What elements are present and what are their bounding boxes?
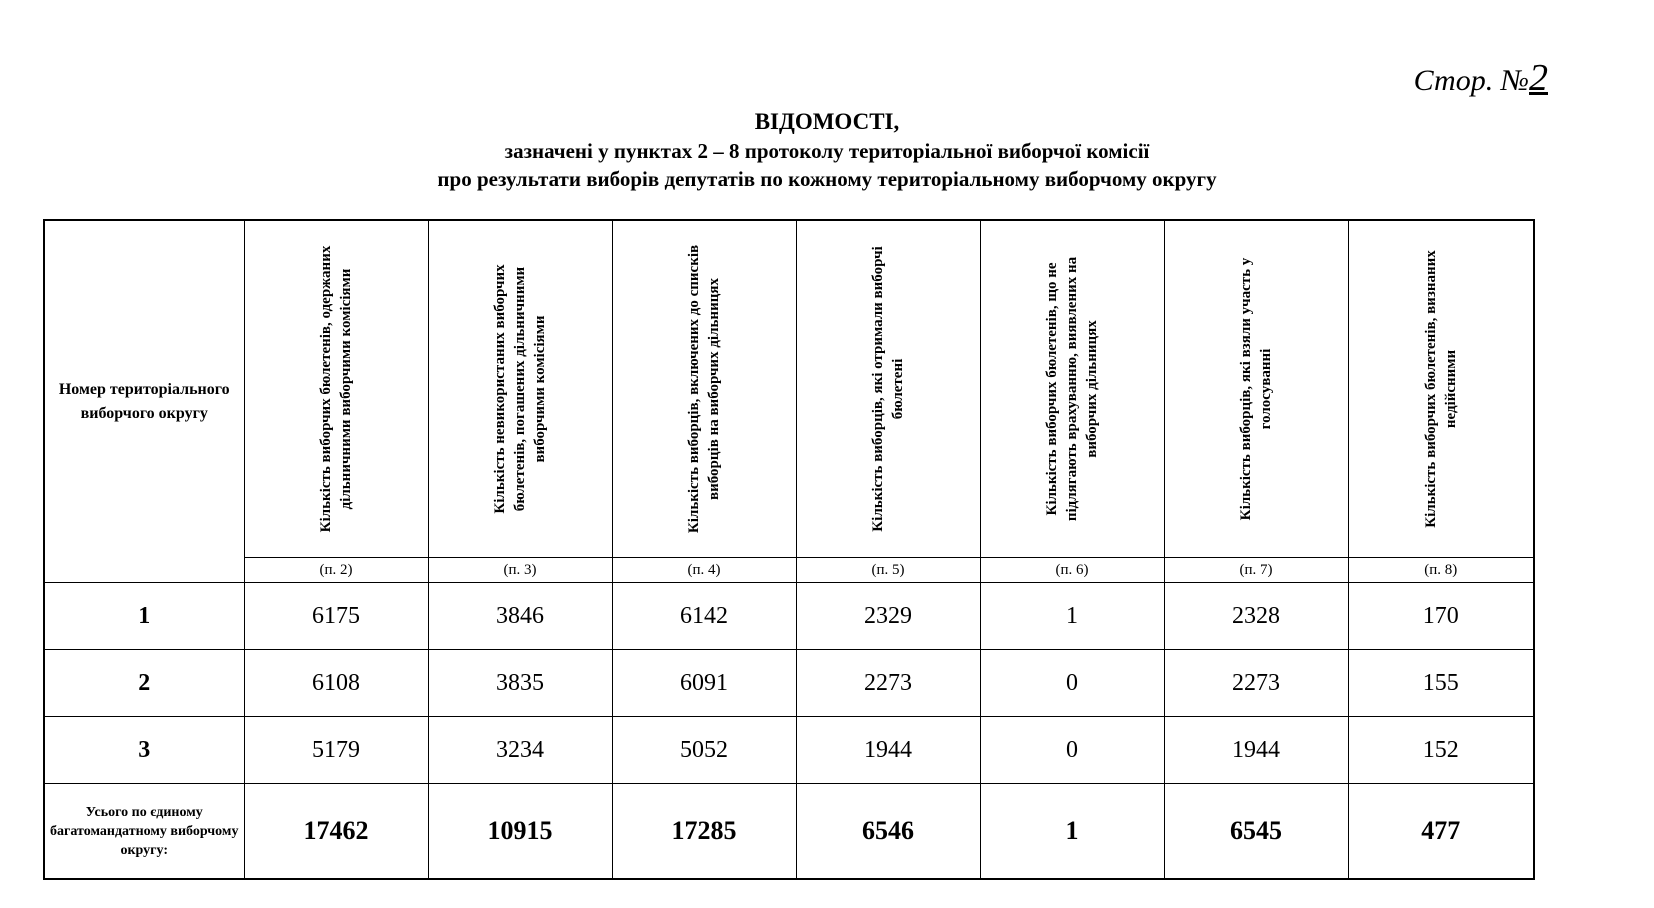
table-row <box>44 650 1534 717</box>
column-ref: (п. 6) <box>980 558 1164 583</box>
column-ref: (п. 7) <box>1164 558 1348 583</box>
table-cell: 2273 <box>1164 650 1348 717</box>
column-ref: (п. 4) <box>612 558 796 583</box>
table-row <box>44 583 1534 650</box>
column-header-p3: Кількість невикористаних виборчих бюлетенів, погашених дільничними виборчими комісіями <box>428 220 612 558</box>
column-header-p7: Кількість виборців, які взяли участь у голосуванні <box>1164 220 1348 558</box>
total-row <box>44 784 1534 880</box>
table-cell: 2329 <box>796 583 980 650</box>
table-cell: 5179 <box>244 717 428 784</box>
page-number <box>1414 56 1548 100</box>
header-row <box>44 220 1534 558</box>
total-label: Усього по єдиному багатомандатному виборчому округу: <box>44 784 244 880</box>
district-number: 3 <box>44 717 244 784</box>
total-cell: 1 <box>980 784 1164 880</box>
table-cell: 3846 <box>428 583 612 650</box>
total-cell: 6546 <box>796 784 980 880</box>
table-cell: 0 <box>980 717 1164 784</box>
document-title <box>0 107 1654 193</box>
column-ref: (п. 2) <box>244 558 428 583</box>
column-header-p8: Кількість виборчих бюлетенів, визнаних недійсними <box>1348 220 1534 558</box>
column-header-p2: Кількість виборчих бюлетенів, одержаних дільничними виборчими комісіями <box>244 220 428 558</box>
table-cell: 6108 <box>244 650 428 717</box>
page-number-label: Стор. № <box>1413 64 1529 97</box>
column-ref: (п. 5) <box>796 558 980 583</box>
table-row <box>44 717 1534 784</box>
table-cell: 3234 <box>428 717 612 784</box>
column-ref: (п. 8) <box>1348 558 1534 583</box>
table-cell: 1 <box>980 583 1164 650</box>
column-header-p4: Кількість виборців, включених до списків виборців на виборчих дільницях <box>612 220 796 558</box>
reference-row <box>44 558 1534 583</box>
table-cell: 152 <box>1348 717 1534 784</box>
table-cell: 155 <box>1348 650 1534 717</box>
table-cell: 6175 <box>244 583 428 650</box>
district-number-header: Номер територіального виборчого округу <box>44 220 244 583</box>
column-header-p5: Кількість виборців, які отримали виборчі бюлетені <box>796 220 980 558</box>
table-cell: 3835 <box>428 650 612 717</box>
table-cell: 1944 <box>1164 717 1348 784</box>
total-cell: 17285 <box>612 784 796 880</box>
table-cell: 1944 <box>796 717 980 784</box>
column-ref: (п. 3) <box>428 558 612 583</box>
table-cell: 5052 <box>612 717 796 784</box>
column-header-p6: Кількість виборчих бюлетенів, що не підлягають врахуванню, виявлених на виборчих дільницях <box>980 220 1164 558</box>
table-cell: 6142 <box>612 583 796 650</box>
district-number: 2 <box>44 650 244 717</box>
results-table <box>43 219 1535 880</box>
table-cell: 2273 <box>796 650 980 717</box>
total-cell: 477 <box>1348 784 1534 880</box>
total-cell: 10915 <box>428 784 612 880</box>
title-line-3: про результати виборів депутатів по кожному територіальному виборчому округу <box>437 167 1217 191</box>
table-cell: 6091 <box>612 650 796 717</box>
table-cell: 170 <box>1348 583 1534 650</box>
page-number-value: 2 <box>1529 57 1548 99</box>
table-cell: 2328 <box>1164 583 1348 650</box>
title-line-1: ВІДОМОСТІ, <box>754 109 900 134</box>
title-line-2: зазначені у пунктах 2 – 8 протоколу територіальної виборчої комісії <box>504 139 1150 163</box>
total-cell: 17462 <box>244 784 428 880</box>
total-cell: 6545 <box>1164 784 1348 880</box>
table-cell: 0 <box>980 650 1164 717</box>
district-number: 1 <box>44 583 244 650</box>
